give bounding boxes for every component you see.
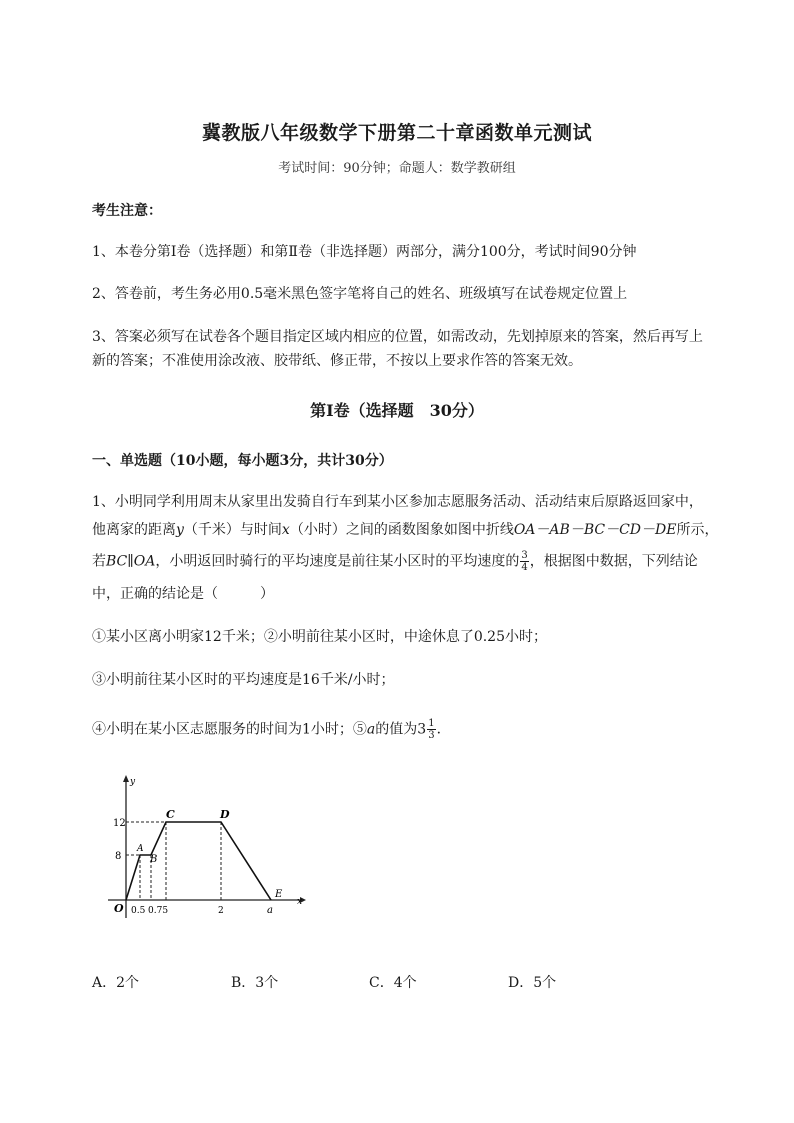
y-axis-arrow <box>123 775 129 782</box>
notice-item-2: 2、答卷前，考生务必用0.5毫米黑色签字笔将自己的姓名、班级填写在试卷规定位置上 <box>92 286 628 302</box>
text-span: （小时）之间的函数图象如图中折线 <box>289 522 514 538</box>
text-span: ④小明在某小区志愿服务的时间为1小时；⑤ <box>92 721 367 738</box>
distance-time-graph <box>100 770 320 920</box>
polyline-label: OA－AB－BC－CD－DE <box>513 522 677 538</box>
fraction <box>520 550 528 573</box>
text-span: 的值为3 <box>375 721 427 738</box>
fraction-numerator: 3 <box>521 550 528 561</box>
notice-item-1: 1、本卷分第I卷（选择题）和第Ⅱ卷（非选择题）两部分，满分100分，考试时间90分钟 <box>92 244 637 260</box>
page-title: 冀教版八年级数学下册第二十章函数单元测试 <box>201 122 592 144</box>
fraction-denominator: 3 <box>428 730 435 741</box>
origin-label: O <box>114 902 124 915</box>
x-tick-2: 2 <box>218 906 224 916</box>
y-tick-12: 12 <box>113 818 126 829</box>
option-b[interactable]: B．3个 <box>231 975 279 991</box>
notice-heading: 考生注意： <box>92 203 162 219</box>
option-d[interactable]: D．5个 <box>508 975 557 991</box>
section-title: 第I卷（选择题 30分） <box>310 401 484 420</box>
text-span: 若 <box>92 553 106 570</box>
x-tick-0.75: 0.75 <box>148 906 169 916</box>
parallel-label: BC∥OA <box>106 553 156 570</box>
text-span: 所示， <box>676 522 719 538</box>
exam-info: 考试时间：90分钟；命题人：数学教研组 <box>278 161 516 176</box>
x-axis-label: x <box>297 897 303 907</box>
fraction-denominator: 4 <box>521 562 528 573</box>
question-1-line-1: 1、小明同学利用周末从家里出发骑自行车到某小区参加志愿服务活动、活动结束后原路返回家中， <box>92 494 703 510</box>
y-axis-label: y <box>130 777 136 787</box>
fraction-numerator: 1 <box>428 718 435 729</box>
point-e-label: E <box>275 889 283 900</box>
point-b-label: B <box>150 854 158 865</box>
y-tick-8: 8 <box>115 851 122 862</box>
question-1-line-2 <box>92 520 722 540</box>
question-1-line-4: 中，正确的结论是（ ） <box>92 586 274 602</box>
text-span: （千米）与时间 <box>183 522 282 538</box>
var-x: x <box>281 522 290 538</box>
notice-item-3: 3、答案必须写在试卷各个题目指定区域内相应的位置，如需改动，先划掉原来的答案，然后再写上新的答案；不准使用涂改液、胶带纸、修正带，不按以上要求作答的答案无效。 <box>92 329 703 369</box>
x-tick-a: a <box>267 905 273 916</box>
point-d-label: D <box>220 808 230 821</box>
text-span: 他离家的距离 <box>92 522 176 538</box>
var-a: a <box>366 721 376 738</box>
fraction <box>427 718 435 741</box>
text-span: ，根据图中数据，下列结论 <box>529 553 698 570</box>
point-a-label: A <box>137 844 144 854</box>
statement-1-2: ①某小区离小明家12千米；②小明前往某小区时，中途休息了0.25小时； <box>92 629 547 645</box>
section-subtitle: 一、单选题（10小题，每小题3分，共计30分） <box>92 453 393 469</box>
x-tick-0.5: 0.5 <box>131 906 146 916</box>
statement-3: ③小明前往某小区时的平均速度是16千米/小时； <box>92 672 395 688</box>
text-span: ． <box>436 721 451 738</box>
text-span: ，小明返回时骑行的平均速度是前往某小区时的平均速度的 <box>155 553 520 570</box>
var-y: y <box>176 522 184 538</box>
point-c-label: C <box>166 808 175 821</box>
distance-polyline <box>126 822 271 900</box>
option-a[interactable]: A．2个 <box>92 975 140 991</box>
statement-4-5 <box>92 718 722 741</box>
option-c[interactable]: C．4个 <box>369 975 417 991</box>
question-1-line-3 <box>92 550 722 573</box>
